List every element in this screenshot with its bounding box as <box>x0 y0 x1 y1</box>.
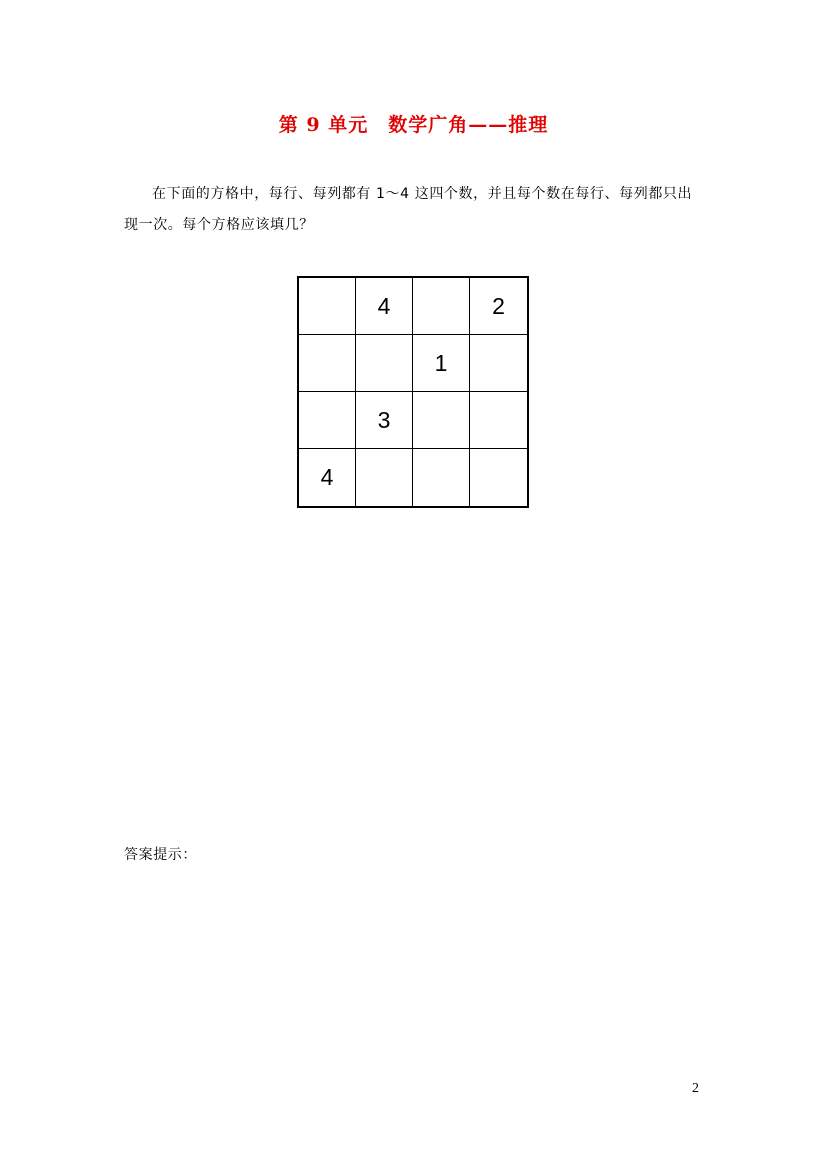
grid-cell[interactable]: 4 <box>356 278 413 335</box>
grid-cell[interactable] <box>413 392 470 449</box>
grid-cell[interactable]: 2 <box>470 278 527 335</box>
grid-cell[interactable] <box>413 278 470 335</box>
grid-cell[interactable]: 3 <box>356 392 413 449</box>
grid-cell[interactable] <box>356 335 413 392</box>
grid-cell[interactable]: 1 <box>413 335 470 392</box>
grid-cell[interactable]: 4 <box>299 449 356 506</box>
grid-cell[interactable] <box>470 449 527 506</box>
grid-cell[interactable] <box>356 449 413 506</box>
number-grid <box>297 276 529 508</box>
answer-hint-label: 答案提示： <box>124 847 197 863</box>
grid-cell[interactable] <box>470 335 527 392</box>
grid-cell[interactable] <box>299 278 356 335</box>
page-number: 2 <box>692 1081 699 1096</box>
question-text: 在下面的方格中，每行、每列都有 1～4 这四个数，并且每个数在每行、每列都只出现一次。每个方格应该填几？ <box>124 186 693 233</box>
grid-cell[interactable] <box>299 392 356 449</box>
grid-cell[interactable] <box>413 449 470 506</box>
grid-cell[interactable] <box>299 335 356 392</box>
grid-cell[interactable] <box>470 392 527 449</box>
page-title: 第 9 单元 数学广角——推理 <box>278 114 549 136</box>
